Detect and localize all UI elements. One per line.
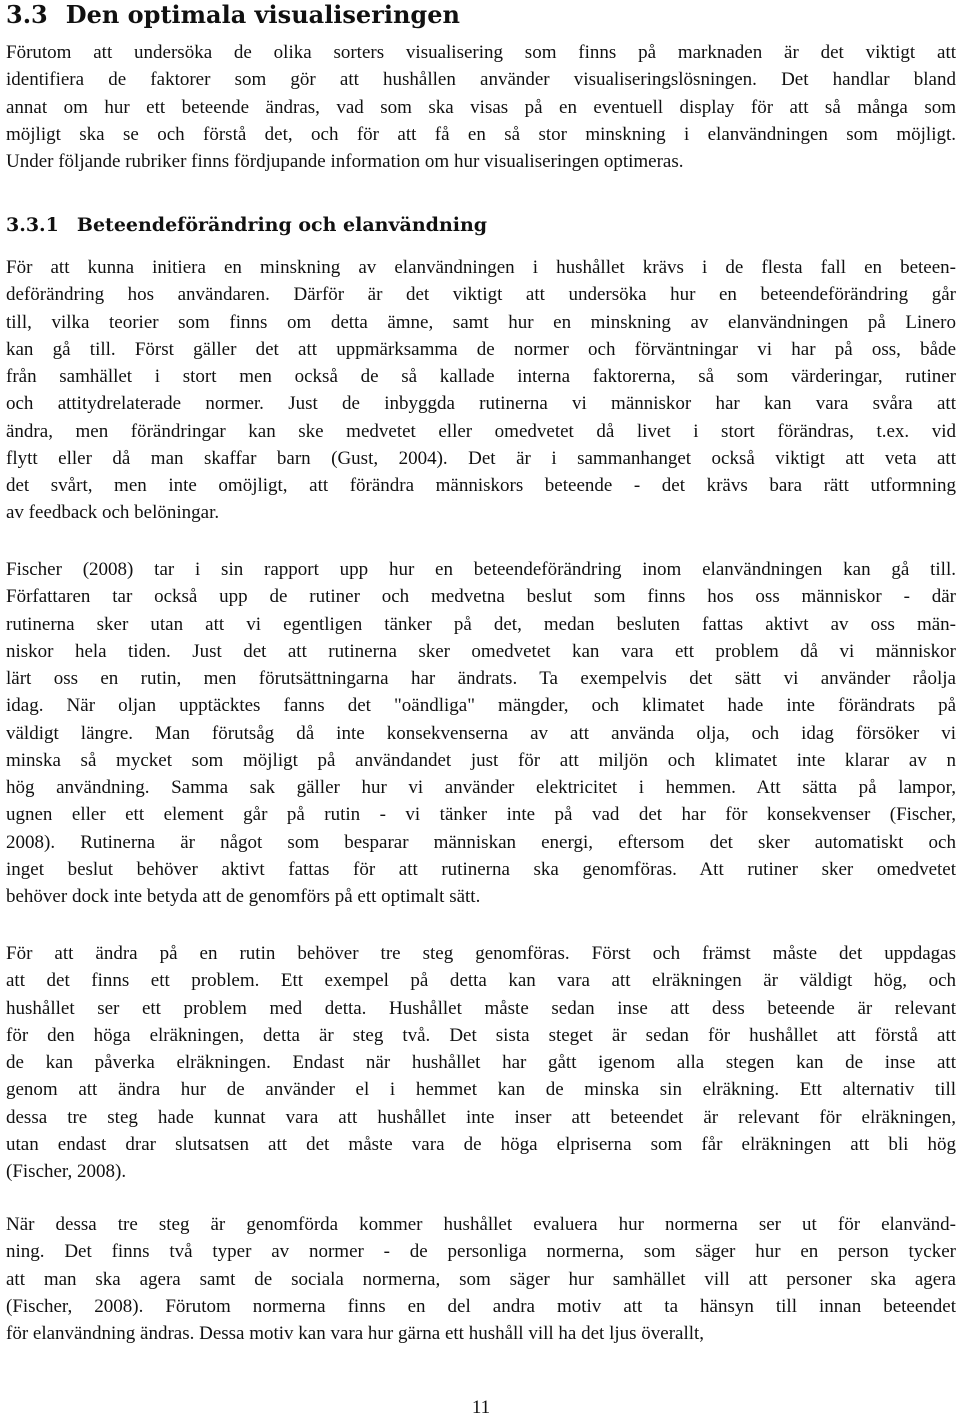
text-line: flytt eller då man skaffar barn (Gust, 2004). Det är i sammanhanget också viktigt att veta att [6,447,956,469]
subsection-title: Beteendeförändring och elanvändning [76,214,488,236]
text-line: När dessa tre steg är genomförda kommer hushållet evaluera hur normerna ser ut för elanvänd- [6,1214,956,1235]
text-line: dessa tre steg hade kunnat vara att hushållet inte inser att beteendet är relevant för elräkningen, [6,1106,956,1128]
text-line: av feedback och belöningar. [6,502,220,524]
text-line: till, vilka teorier som finns om detta ämne, samt hur en minskning av elanvändningen på Linero [6,311,956,333]
text-line: (Fischer, 2008). Förutom normerna finns en del andra motiv att ta hänsyn till innan beteendet [6,1295,956,1317]
text-line: kan gå till. Först gäller det att uppmärksamma de normer och förväntningar vi har på oss, både [6,338,956,360]
body-paragraph-1 [6,254,956,527]
text-line: För att ändra på en rutin behöver tre steg genomföras. Först och främst måste det uppdagas [6,943,956,964]
section-number: 3.3 [6,0,48,29]
text-line: lärt oss en rutin, men förutsättningarna har ändrats. Ta exempelvis det sätt vi använder råolja [6,668,956,689]
text-line: niskor hela tiden. Just det att rutinerna sker omedvetet kan vara ett problem då vi människor [6,640,956,662]
text-line: inget beslut behöver aktivt fattas för att rutinerna ska genomföras. Att rutiner sker omedvetet [6,858,956,880]
text-line: de kan påverka elräkningen. Endast när hushållet har gått igenom alla stegen kan de inse att [6,1052,956,1073]
text-line: annat om hur ett beteende ändras, vad som ska visas på en eventuell display för att så många som [6,96,956,118]
text-line: hushållet ser ett problem med detta. Hushållet måste sedan inse att dess beteende är relevant [6,997,956,1019]
page-number: 11 [471,1397,491,1418]
text-line: Förutom att undersöka de olika sorters visualisering som finns på marknaden är det viktigt att [6,42,956,63]
text-line: för den höga elräkningen, detta är steg två. Det sista steget är sedan för hushållet att förstå att [6,1024,956,1046]
text-line: Under följande rubriker finns fördjupande information om hur visualiseringen optimeras. [6,151,684,172]
text-line: utan endast drar slutsatsen att det måste vara de höga elpriserna som får elräkningen att bli hög [6,1133,956,1155]
body-paragraph-2 [6,556,956,910]
section-heading [6,0,460,30]
text-line: och attitydrelaterade normer. Just de inbyggda rutinerna vi människor har kan vara svåra att [6,393,956,415]
text-line: från samhället i stort men också de så kallade interna faktorerna, så som värderingar, rutiner [6,366,956,387]
text-line: rutinerna sker utan att vi egentligen tänker på det, medan besluten fattas aktivt av oss män- [6,613,956,635]
text-line: minska så mycket som möjligt på användandet just för att miljön och klimatet inte klarar av n [6,749,956,771]
text-line: det svårt, men inte omöjligt, att förändra människors beteende - det krävs bara rätt utformning [6,475,956,496]
text-line: att man ska agera samt de sociala normerna, som säger hur samhället vill att personer ska agera [6,1268,956,1290]
text-line: hög användning. Samma sak gäller hur vi använder elektricitet i hemmen. Att sätta på lampor, [6,777,956,798]
text-line: Fischer (2008) tar i sin rapport upp hur en beteendeförändring inom elanvändningen kan gå till. [6,559,956,580]
text-line: ändra, men förändringar kan ske medvetet eller omedvetet då livet i stort förändras, t.ex. vid [6,420,956,442]
text-line: deförändring hos användaren. Därför är det viktigt att undersöka hur en beteendeförändring går [6,284,956,306]
text-line: För att kunna initiera en minskning av elanvändningen i hushållet krävs i de flesta fall en beteen- [6,257,956,278]
text-line: ugnen eller ett element går på rutin - vi tänker inte på vad det har för konsekvenser (Fischer, [6,804,956,826]
subsection-heading [6,212,487,238]
body-paragraph-4 [6,1211,956,1347]
text-line: idag. När oljan upptäcktes fanns det "oändliga" mängder, och klimatet hade inte förändrats på [6,695,956,717]
text-line: Författaren tar också upp de rutiner och medvetna beslut som finns hos oss människor - där [6,586,956,608]
text-line: möjligt ska se och förstå det, och för att få en så stor minskning i elanvändningen som möjligt. [6,123,956,145]
subsection-number: 3.3.1 [6,214,59,236]
text-line: ning. Det finns två typer av normer - de personliga normerna, som säger hur en person tycker [6,1241,956,1263]
section-title: Den optimala visualiseringen [65,0,460,29]
body-paragraph-3 [6,940,956,1185]
text-line: identifiera de faktorer som gör att hushållen använder visualiseringslösningen. Det handlar bland [6,69,956,91]
text-line: genom att ändra hur de använder el i hemmet kan de minska sin elräkning. Ett alternativ till [6,1079,956,1101]
text-line: att det finns ett problem. Ett exempel på detta kan vara att elräkningen är väldigt hög, och [6,970,956,992]
intro-paragraph [6,39,956,175]
text-line: för elanvändning ändras. Dessa motiv kan vara hur gärna ett hushåll vill ha det ljus överallt, [6,1323,705,1344]
text-line: behöver dock inte betyda att de genomförs på ett optimalt sätt. [6,886,481,907]
text-line: 2008). Rutinerna är något som besparar människan energi, eftersom det sker automatiskt och [6,831,956,853]
text-line: (Fischer, 2008). [6,1161,127,1182]
text-line: väldigt längre. Man förutsåg då inte konsekvenserna av att använda olja, och idag försöker vi [6,722,956,744]
